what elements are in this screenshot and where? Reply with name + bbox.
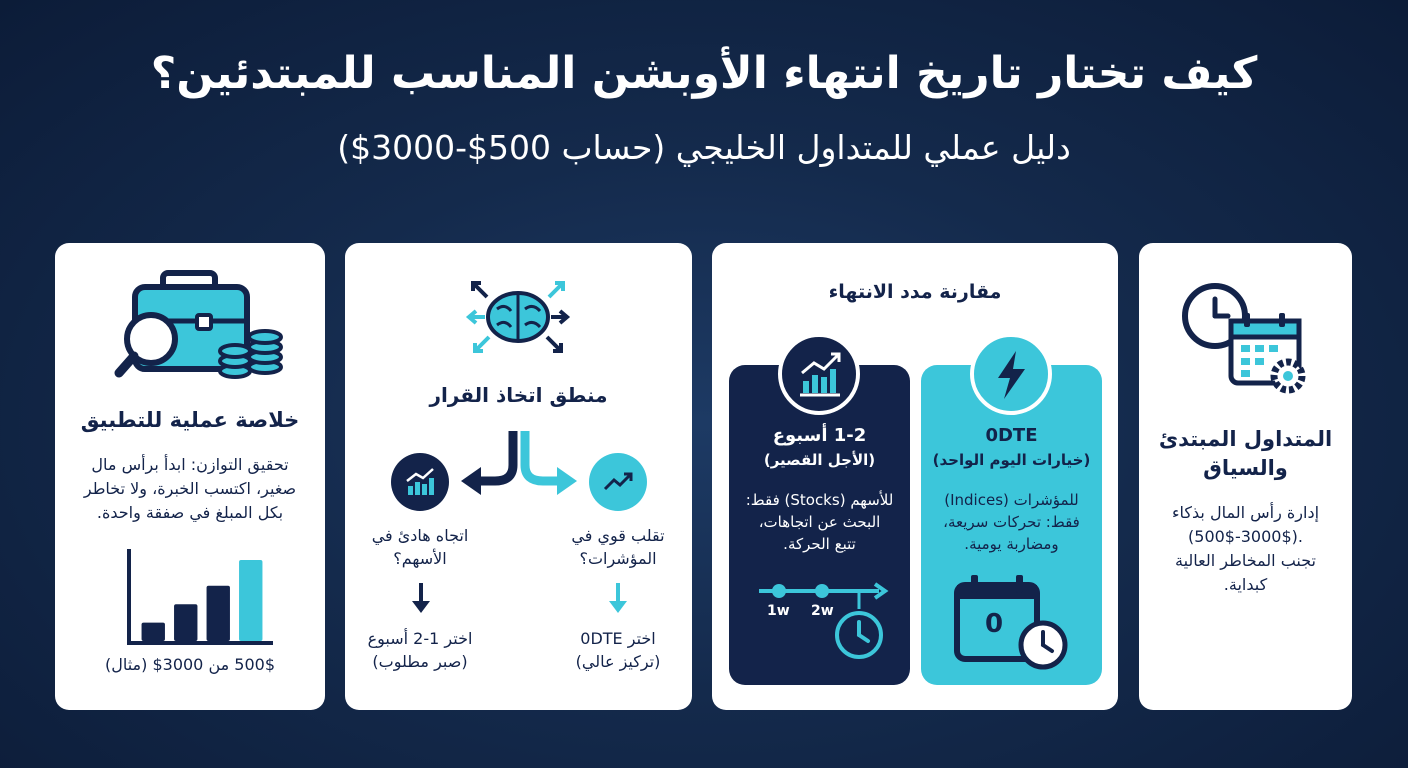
lightning-icon <box>970 333 1052 415</box>
card-expiry-comparison <box>712 243 1118 710</box>
panel-odte-body-line: للمؤشرات (Indices) <box>944 491 1079 509</box>
panel-weekly-body-line: للأسهم (Stocks) فقط: <box>745 491 894 509</box>
card-trader-body <box>1149 501 1342 597</box>
chart-bar <box>142 623 165 641</box>
right-branch-answer-line: (تركيز عالي) <box>575 652 661 671</box>
card-compare-heading: مقارنة مدد الانتهاء <box>828 281 1002 303</box>
panel-weekly-subtitle: (الأجل القصير) <box>763 451 876 469</box>
left-branch-answer <box>345 627 495 673</box>
panel-weekly-body-line: تتبع الحركة. <box>783 535 856 553</box>
growth-chart-icon <box>778 333 860 415</box>
right-branch-answer <box>543 627 693 673</box>
calendar-zero-label: 0 <box>984 609 1004 639</box>
clock-calendar-gear-icon <box>1139 243 1352 403</box>
left-branch-down-arrow <box>406 581 436 621</box>
left-branch-question-line: الأسهم؟ <box>393 549 447 568</box>
card-summary-body-line: صغير، اكتسب الخبرة، ولا تخاطر <box>83 479 297 498</box>
chart-bar <box>174 604 197 641</box>
card-summary-heading: خلاصة عملية للتطبيق <box>80 408 300 432</box>
bar-chart-icon <box>391 453 449 511</box>
card-decision-logic <box>345 243 692 710</box>
capital-growth-chart <box>125 545 275 645</box>
panel-weekly-body-line: البحث عن اتجاهات، <box>758 513 881 531</box>
right-branch-answer-line: اختر 0DTE <box>580 629 656 648</box>
card-summary-body-line: تحقيق التوازن: ابدأ برأس مال <box>91 455 289 474</box>
timeline-label-1w: 1w <box>767 603 790 619</box>
page-title: كيف تختار تاريخ انتهاء الأوبشن المناسب للمبتدئين؟ <box>150 48 1258 99</box>
briefcase-magnifier-coins-icon <box>55 243 325 393</box>
left-branch-answer-line: اختر 1-2 أسبوع <box>367 629 473 648</box>
right-branch-question-line: المؤشرات؟ <box>579 549 657 568</box>
card-decision-heading: منطق اتخاذ القرار <box>429 383 608 407</box>
brain-arrows-icon <box>345 243 692 373</box>
right-branch-question-line: تقلب قوي في <box>571 526 665 545</box>
card-practical-summary <box>55 243 325 710</box>
card-trader-body-line: تجنب المخاطر العالية <box>1174 551 1317 570</box>
left-branch-answer-line: (صبر مطلوب) <box>372 652 468 671</box>
right-branch-question <box>543 524 693 570</box>
panel-odte-body-line: ومضاربة يومية. <box>964 535 1059 553</box>
page-subtitle: دليل عملي للمتداول الخليجي (حساب 500$-3000$) <box>337 128 1071 167</box>
timeline-label-2w: 2w <box>811 603 834 619</box>
panel-odte-body-line: فقط: تحركات سريعة، <box>943 513 1080 531</box>
card-trader-body-line: كبداية. <box>1223 575 1268 594</box>
left-branch-question <box>345 524 495 570</box>
card-trader-body-line: إدارة رأس المال بذكاء <box>1171 503 1320 522</box>
chart-bar <box>239 560 262 641</box>
card-trader-heading: المتداول المبتدئ والسياق <box>1158 427 1333 480</box>
chart-bar <box>207 586 230 641</box>
left-branch-question-line: اتجاه هادئ في <box>371 526 469 545</box>
chart-caption: 500$ من 3000$ (مثال) <box>104 655 275 674</box>
panel-odte-subtitle: (خيارات اليوم الواحد) <box>932 451 1091 469</box>
panel-weekly-title: 1-2 أسبوع <box>772 425 867 446</box>
card-summary-body <box>61 453 319 525</box>
card-summary-body-line: بكل المبلغ في صفقة واحدة. <box>96 503 284 522</box>
card-trader-context <box>1139 243 1352 710</box>
right-branch-down-arrow <box>603 581 633 621</box>
card-trader-body-line: (500$-3000$). <box>1188 527 1303 546</box>
trend-up-icon <box>589 453 647 511</box>
panel-odte-title: 0DTE <box>985 425 1038 446</box>
